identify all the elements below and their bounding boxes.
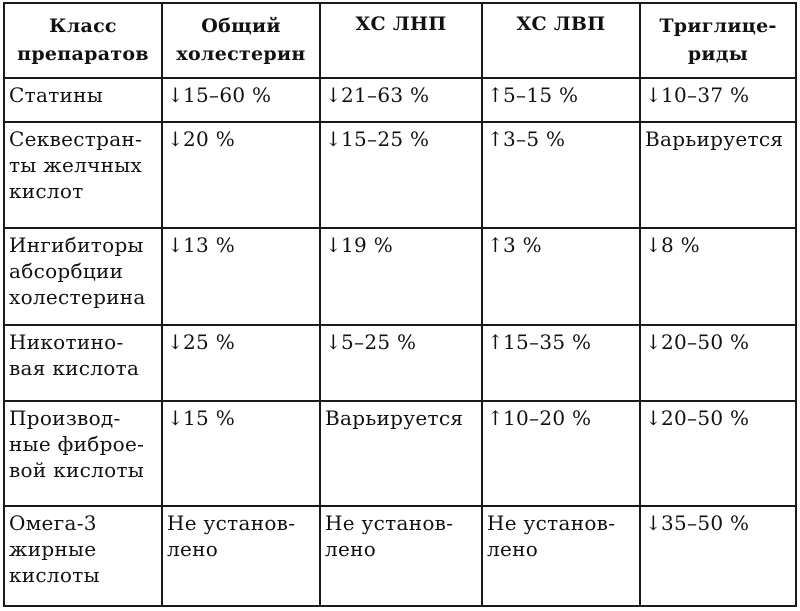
drug-class-line: абсорбции <box>9 259 124 283</box>
value-cell <box>640 506 796 606</box>
drug-class-line: жирные <box>9 537 97 561</box>
drug-class-line: вая кислота <box>9 356 140 380</box>
drug-class-cell <box>4 122 162 228</box>
cell-line: Не установ- <box>487 511 616 535</box>
drug-class-line: кислоты <box>9 563 100 587</box>
cell-line: лено <box>487 537 539 561</box>
table-row <box>4 506 796 606</box>
table-row <box>4 122 796 228</box>
header-line: Триглице- <box>659 14 777 37</box>
cell-line: Не установ- <box>167 511 296 535</box>
arrow-down-icon: ↓ <box>325 83 343 107</box>
cell-value: 35–50 % <box>661 511 750 535</box>
cell-line: лено <box>325 537 377 561</box>
cell-value: 15–25 % <box>341 127 430 151</box>
cell-value: 5–25 % <box>341 330 417 354</box>
drug-class-line: Ингибиторы <box>9 233 144 257</box>
value-cell <box>640 122 796 228</box>
cell-value: 10–37 % <box>661 83 750 107</box>
arrow-down-icon: ↓ <box>645 330 663 354</box>
value-cell <box>162 122 320 228</box>
cell-value: 25 % <box>183 330 236 354</box>
cell-value: 19 % <box>341 233 394 257</box>
value-cell <box>482 401 640 506</box>
drug-class-line: ные фиброе- <box>9 432 145 456</box>
cell-value: Варьируется <box>645 127 784 151</box>
drug-class-line: вой кислоты <box>9 458 145 482</box>
value-cell <box>482 228 640 325</box>
table-row <box>4 325 796 401</box>
arrow-up-icon: ↑ <box>487 233 505 257</box>
value-cell <box>640 325 796 401</box>
arrow-down-icon: ↓ <box>167 330 185 354</box>
cell-value: 15–60 % <box>183 83 272 107</box>
header-hdl <box>482 3 640 78</box>
header-line: ХС ЛВП <box>516 13 606 35</box>
cell-value: 21–63 % <box>341 83 430 107</box>
drug-class-line: Статины <box>9 83 104 107</box>
header-total-cholesterol <box>162 3 320 78</box>
drug-class-line: Никотино- <box>9 330 124 354</box>
value-cell <box>162 228 320 325</box>
header-row <box>4 3 796 78</box>
drug-class-line: Производ- <box>9 406 121 430</box>
drug-class-cell <box>4 228 162 325</box>
arrow-down-icon: ↓ <box>167 83 185 107</box>
drug-class-line: холестерина <box>9 285 146 309</box>
header-triglycerides <box>640 3 796 78</box>
cell-value: 10–20 % <box>503 406 592 430</box>
cell-line: лено <box>167 537 219 561</box>
value-cell <box>162 506 320 606</box>
value-cell <box>482 325 640 401</box>
drug-class-line: Омега-3 <box>9 511 97 535</box>
value-cell <box>320 228 482 325</box>
value-cell <box>162 78 320 122</box>
drug-class-line: ты желчных <box>9 153 143 177</box>
header-ldl <box>320 3 482 78</box>
table-row <box>4 401 796 506</box>
drug-class-cell <box>4 78 162 122</box>
header-drug-class <box>4 3 162 78</box>
cell-value: 5–15 % <box>503 83 579 107</box>
value-cell <box>162 325 320 401</box>
table-row <box>4 228 796 325</box>
table-row <box>4 78 796 122</box>
arrow-down-icon: ↓ <box>645 83 663 107</box>
lipid-drugs-table <box>3 2 797 607</box>
value-cell <box>320 325 482 401</box>
drug-class-cell <box>4 325 162 401</box>
value-cell <box>320 506 482 606</box>
value-cell <box>320 78 482 122</box>
drug-class-line: кислот <box>9 179 84 203</box>
arrow-down-icon: ↓ <box>645 233 663 257</box>
arrow-down-icon: ↓ <box>645 406 663 430</box>
header-line: Класс <box>49 14 117 37</box>
cell-value: 3–5 % <box>503 127 566 151</box>
value-cell <box>482 506 640 606</box>
cell-value: 3 % <box>503 233 542 257</box>
cell-value: 20 % <box>183 127 236 151</box>
arrow-up-icon: ↑ <box>487 406 505 430</box>
arrow-down-icon: ↓ <box>167 406 185 430</box>
drug-class-line: Секвестран- <box>9 127 143 151</box>
cell-value: 8 % <box>661 233 700 257</box>
arrow-down-icon: ↓ <box>325 233 343 257</box>
header-line: ХС ЛНП <box>355 13 447 35</box>
cell-value: 20–50 % <box>661 406 750 430</box>
arrow-down-icon: ↓ <box>325 330 343 354</box>
header-line: препаратов <box>17 42 149 65</box>
header-line: Общий <box>201 14 281 37</box>
value-cell <box>482 122 640 228</box>
cell-value: Варьируется <box>325 406 464 430</box>
header-line: холестерин <box>176 42 306 65</box>
arrow-down-icon: ↓ <box>167 233 185 257</box>
arrow-down-icon: ↓ <box>167 127 185 151</box>
arrow-down-icon: ↓ <box>325 127 343 151</box>
value-cell <box>320 401 482 506</box>
arrow-up-icon: ↑ <box>487 83 505 107</box>
cell-value: 20–50 % <box>661 330 750 354</box>
value-cell <box>162 401 320 506</box>
value-cell <box>640 401 796 506</box>
cell-value: 15 % <box>183 406 236 430</box>
value-cell <box>482 78 640 122</box>
value-cell <box>320 122 482 228</box>
arrow-up-icon: ↑ <box>487 127 505 151</box>
header-line: риды <box>687 42 749 65</box>
drug-class-cell <box>4 401 162 506</box>
cell-line: Не установ- <box>325 511 454 535</box>
cell-value: 13 % <box>183 233 236 257</box>
arrow-up-icon: ↑ <box>487 330 505 354</box>
value-cell <box>640 78 796 122</box>
value-cell <box>640 228 796 325</box>
drug-class-cell <box>4 506 162 606</box>
cell-value: 15–35 % <box>503 330 592 354</box>
arrow-down-icon: ↓ <box>645 511 663 535</box>
